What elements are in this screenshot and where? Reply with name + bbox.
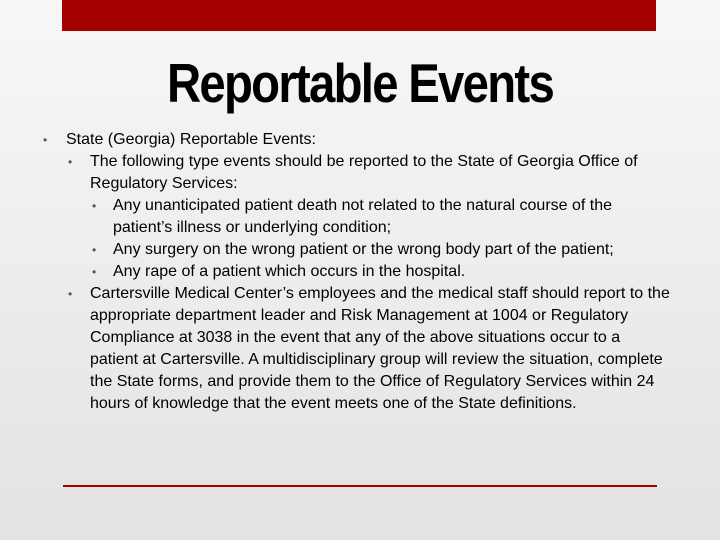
bullet-text: Any rape of a patient which occurs in the hospital. (113, 263, 466, 280)
bottom-divider (63, 485, 657, 487)
bullet-item-wrong-surgery (0, 239, 658, 261)
bullet-text: Any unanticipated patient death not related to the natural course of the patient’s illness or underlying condition; (113, 197, 613, 236)
bullet-item-rape (0, 261, 658, 283)
bullet-icon: • (68, 287, 73, 301)
bullet-icon: • (92, 265, 97, 279)
bullet-item-cartersville-reporting (0, 283, 670, 415)
bullet-icon: • (68, 155, 73, 169)
top-accent-bar (62, 0, 656, 31)
slide-title: Reportable Events (166, 52, 554, 114)
bullet-item-unanticipated-death (0, 195, 658, 239)
bullet-icon: • (43, 133, 48, 147)
bullet-text: Any surgery on the wrong patient or the wrong body part of the patient; (113, 241, 614, 258)
bullet-icon: • (92, 199, 97, 213)
bullet-text: State (Georgia) Reportable Events: (66, 131, 316, 148)
bullet-text: The following type events should be reported to the State of Georgia Office of Regulatory Services: (90, 153, 638, 192)
bullet-text: Cartersville Medical Center’s employees and the medical staff should report to the appropriate department leader and Risk Management at 1004 or Regulatory Compliance at 3038 in the event that any of the above situations occur to a patient at Cartersville. A multidisciplinary group will review the situation, complete the State forms, and provide them to the Office of Regulatory Services within 24 hours of knowledge that the event meets one of the State definitions. (90, 285, 670, 412)
bullet-list (0, 129, 720, 415)
bullet-item-following-type-events (0, 151, 670, 195)
bullet-item-state-reportable-events (0, 129, 666, 151)
bullet-icon: • (92, 243, 97, 257)
